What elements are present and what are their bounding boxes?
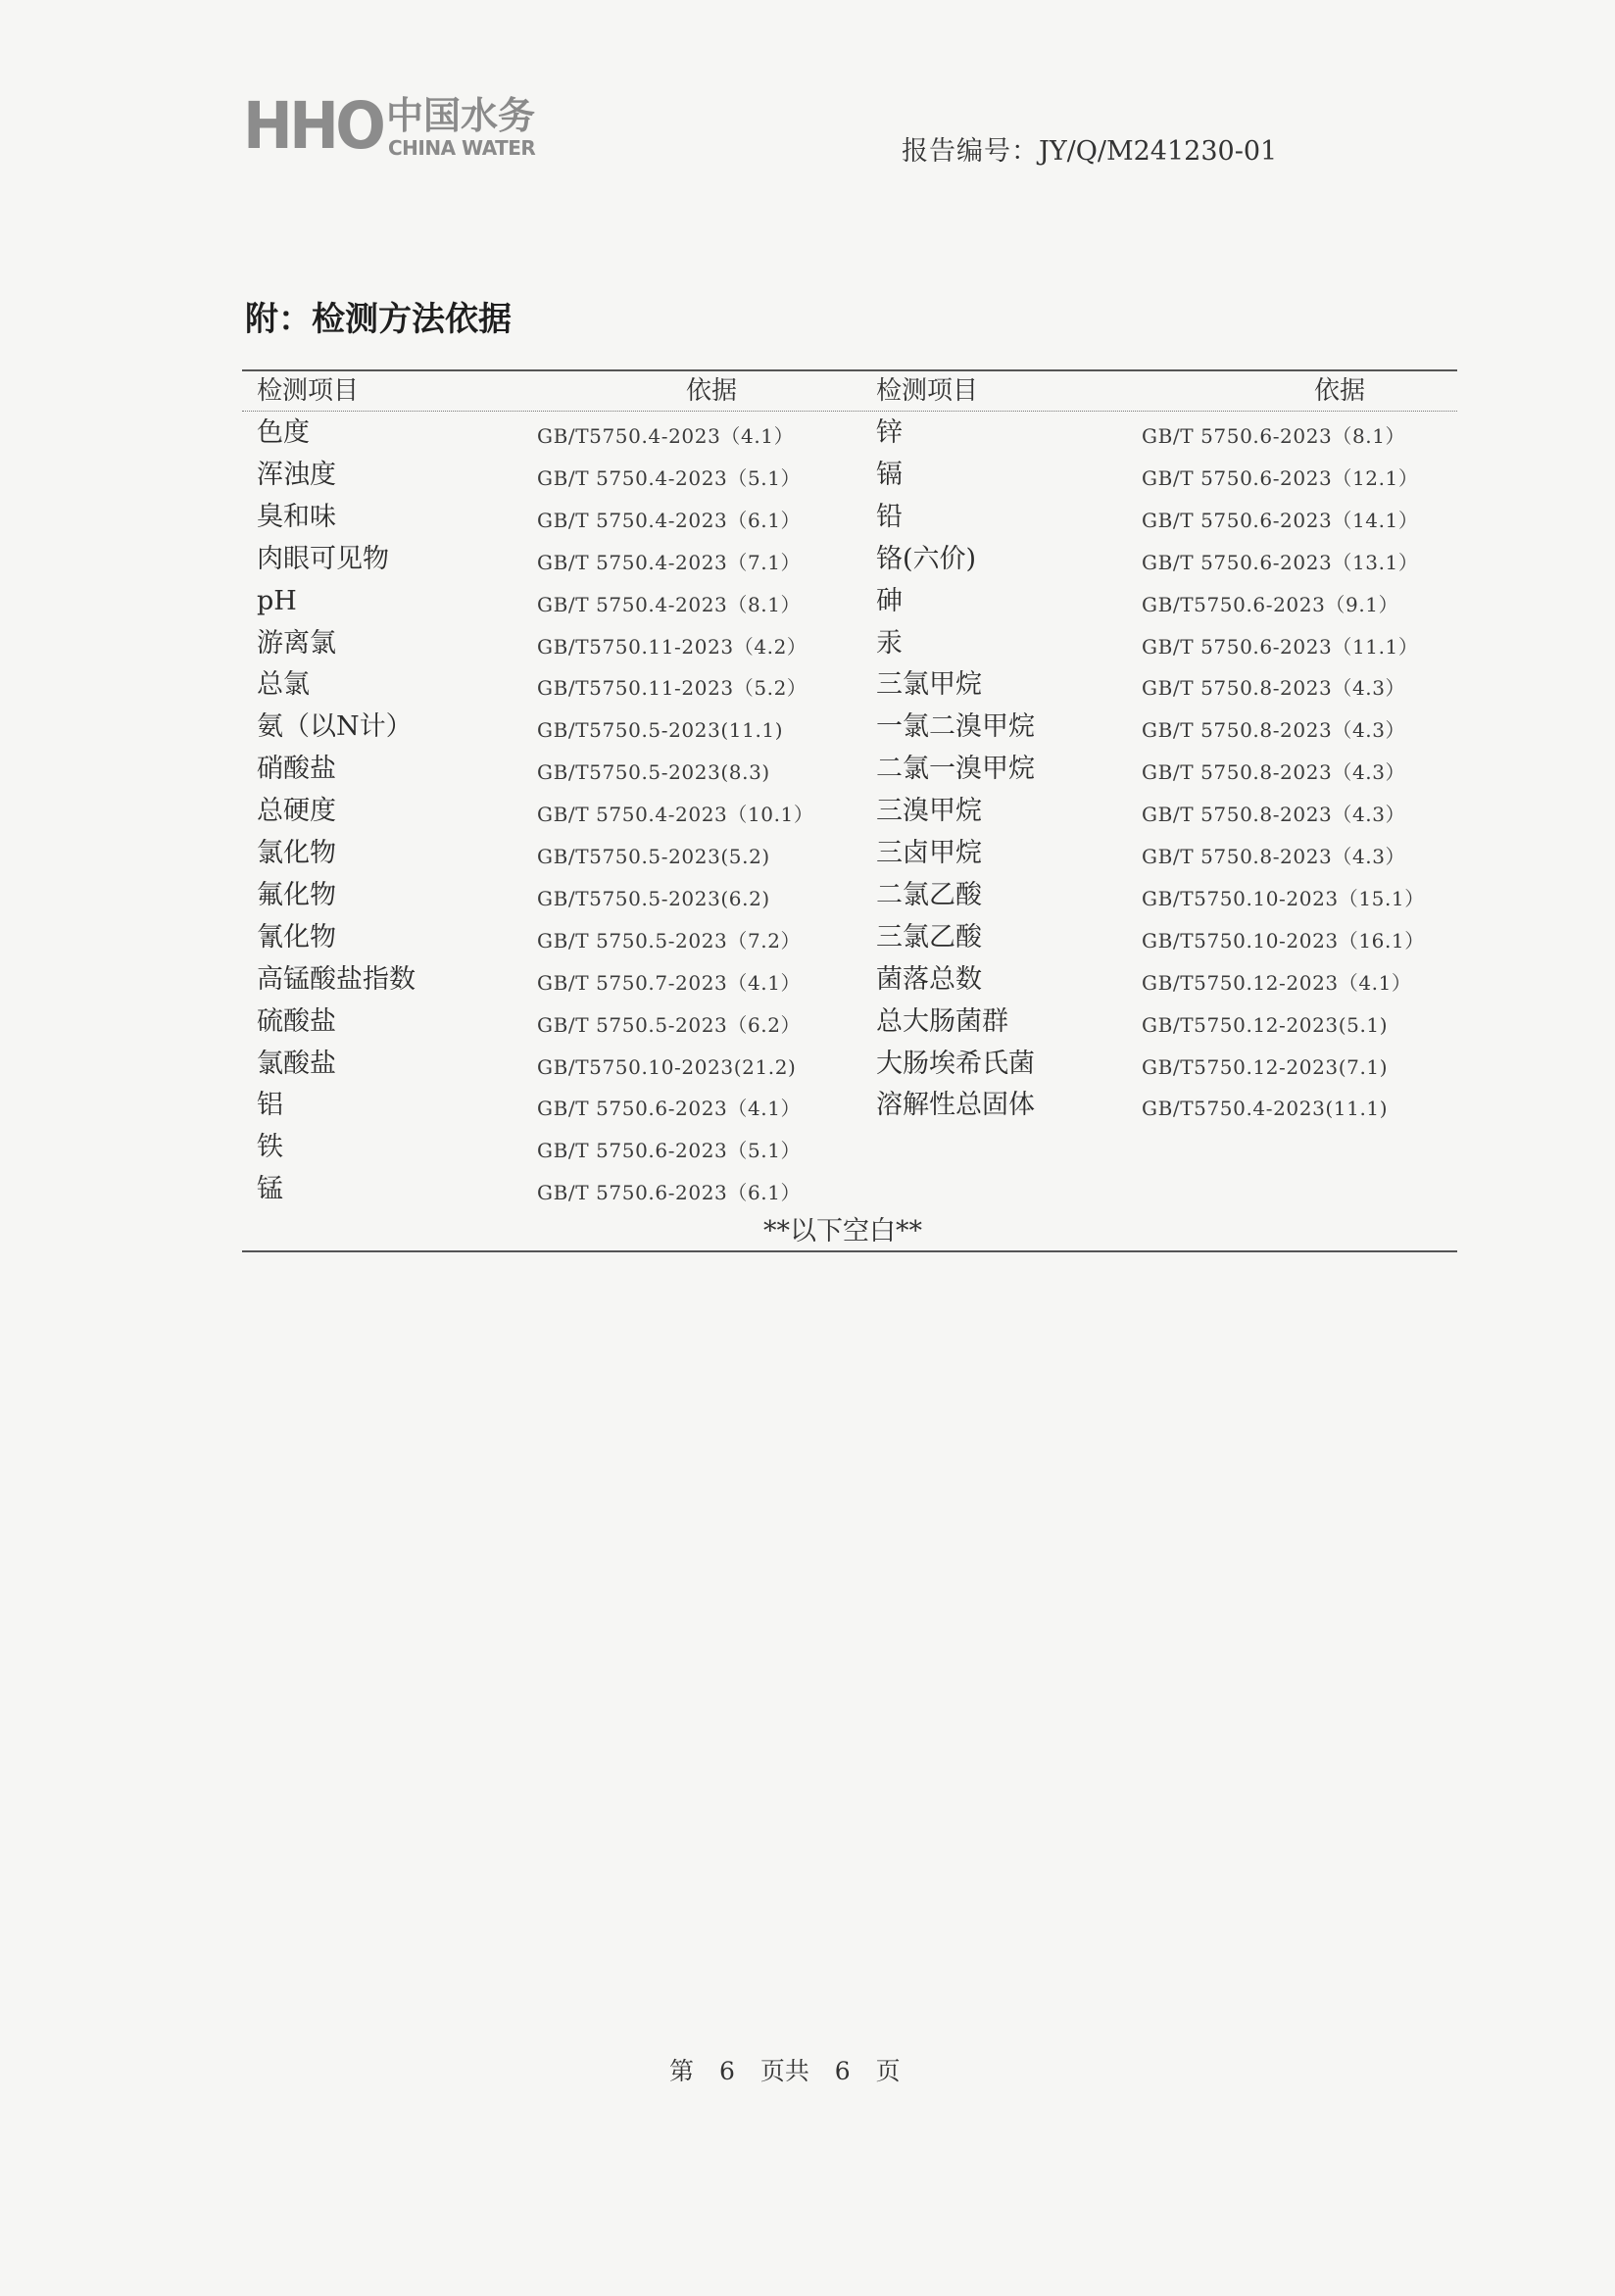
cell-method-basis: GB/T 5750.4-2023（6.1） (537, 508, 802, 532)
cell-test-item: 总硬度 (257, 796, 336, 827)
cell-method-basis: GB/T 5750.7-2023（4.1） (537, 970, 802, 995)
report-number (902, 135, 1277, 169)
cell-test-item: 硫酸盐 (257, 1005, 336, 1037)
cell-test-item: 汞 (876, 627, 903, 659)
cell-test-item: 硝酸盐 (257, 754, 336, 785)
table-row (0, 960, 1615, 1002)
cell-method-basis: GB/T 5750.4-2023（7.1） (537, 550, 802, 574)
cell-method-basis: GB/T5750.12-2023(7.1) (1142, 1054, 1389, 1079)
cell-method-basis: GB/T 5750.8-2023（4.3） (1142, 845, 1406, 868)
cell-method-basis: GB/T 5750.6-2023（4.1） (537, 1097, 802, 1121)
table-row (0, 792, 1615, 834)
table-row (0, 456, 1615, 498)
table-row (0, 708, 1615, 750)
cell-test-item: 臭和味 (257, 501, 336, 532)
table-row (0, 834, 1615, 876)
footer-ye-gong: 页共 (759, 2057, 809, 2085)
cell-test-item: 砷 (876, 585, 903, 616)
cell-method-basis: GB/T5750.5-2023(5.2) (537, 845, 770, 868)
table-row (0, 540, 1615, 582)
cell-method-basis: GB/T 5750.6-2023（8.1） (1142, 424, 1406, 448)
table-row (0, 1045, 1615, 1087)
cell-method-basis: GB/T5750.5-2023(8.3) (537, 760, 770, 785)
cell-method-basis: GB/T5750.10-2023（15.1） (1142, 886, 1425, 910)
cell-method-basis: GB/T 5750.8-2023（4.3） (1142, 760, 1406, 785)
table-header-rule (242, 411, 1457, 412)
cell-test-item: 氨（以N计） (257, 711, 413, 743)
cell-test-item: 菌落总数 (876, 963, 982, 995)
logo-chinese-name: 中国水务 (386, 94, 536, 137)
cell-test-item: 铅 (876, 501, 903, 532)
cell-test-item: 二氯一溴甲烷 (876, 754, 1035, 785)
cell-method-basis: GB/T5750.10-2023(21.2) (537, 1054, 797, 1079)
table-row (0, 1170, 1615, 1212)
logo-mark: HHO (243, 88, 383, 164)
cell-test-item: 氯化物 (257, 838, 336, 868)
table-row (0, 918, 1615, 960)
cell-test-item: 氟化物 (257, 879, 336, 910)
cell-test-item: 铝 (257, 1090, 283, 1121)
cell-method-basis: GB/T5750.12-2023(5.1) (1142, 1012, 1389, 1037)
page-title: 附：检测方法依据 (245, 300, 512, 339)
cell-method-basis: GB/T 5750.8-2023（4.3） (1142, 718, 1406, 743)
cell-method-basis: GB/T5750.4-2023(11.1) (1142, 1097, 1389, 1121)
table-row (0, 1002, 1615, 1045)
cell-test-item: 游离氯 (257, 627, 336, 659)
cell-method-basis: GB/T 5750.6-2023（5.1） (537, 1139, 802, 1163)
cell-method-basis: GB/T 5750.5-2023（6.2） (537, 1012, 802, 1037)
cell-test-item: 三氯乙酸 (876, 921, 982, 953)
cell-test-item: 锌 (876, 417, 903, 448)
footer-di: 第 (669, 2057, 695, 2085)
cell-method-basis: GB/T5750.5-2023(6.2) (537, 886, 770, 910)
cell-test-item: 锰 (257, 1174, 283, 1205)
table-row (0, 876, 1615, 918)
cell-method-basis: GB/T 5750.4-2023（8.1） (537, 592, 802, 616)
cell-test-item: 三溴甲烷 (876, 796, 982, 827)
table-bottom-rule (242, 1250, 1457, 1252)
cell-method-basis: GB/T5750.4-2023（4.1） (537, 424, 795, 448)
page-footer (669, 2056, 901, 2087)
table-row (0, 750, 1615, 792)
col-header-item-2: 检测项目 (876, 376, 979, 406)
table-top-rule (242, 369, 1457, 371)
cell-method-basis: GB/T 5750.8-2023（4.3） (1142, 803, 1406, 827)
cell-method-basis: GB/T 5750.6-2023（6.1） (537, 1181, 802, 1205)
cell-method-basis: GB/T 5750.6-2023（11.1） (1142, 634, 1419, 659)
blank-below-note: **以下空白** (763, 1216, 922, 1246)
cell-method-basis: GB/T5750.6-2023（9.1） (1142, 592, 1399, 616)
cell-test-item: 溶解性总固体 (876, 1090, 1035, 1121)
table-row (0, 498, 1615, 540)
cell-test-item: 色度 (257, 417, 310, 448)
cell-test-item: 三卤甲烷 (876, 838, 982, 868)
cell-method-basis: GB/T 5750.5-2023（7.2） (537, 928, 802, 953)
cell-method-basis: GB/T5750.11-2023（4.2） (537, 634, 808, 659)
cell-test-item: 氰化物 (257, 921, 336, 953)
cell-test-item: 镉 (876, 459, 903, 490)
cell-method-basis: GB/T 5750.6-2023（13.1） (1142, 550, 1419, 574)
report-number-label: 报告编号： (902, 136, 1039, 167)
cell-test-item: 总氯 (257, 669, 310, 701)
cell-test-item: 肉眼可见物 (257, 543, 389, 574)
cell-test-item: 氯酸盐 (257, 1048, 336, 1079)
cell-test-item: 三氯甲烷 (876, 669, 982, 701)
cell-method-basis: GB/T5750.10-2023（16.1） (1142, 928, 1425, 953)
table-row (0, 582, 1615, 624)
cell-method-basis: GB/T5750.12-2023（4.1） (1142, 970, 1412, 995)
table-row (0, 1086, 1615, 1128)
cell-test-item: 二氯乙酸 (876, 879, 982, 910)
cell-test-item: 浑浊度 (257, 459, 336, 490)
footer-ye: 页 (875, 2057, 901, 2085)
table-row (0, 624, 1615, 666)
cell-test-item: 铁 (257, 1132, 283, 1163)
col-header-basis-2: 依据 (1314, 376, 1366, 406)
cell-method-basis: GB/T 5750.6-2023（14.1） (1142, 508, 1419, 532)
cell-test-item: 总大肠菌群 (876, 1005, 1008, 1037)
col-header-item-1: 检测项目 (257, 376, 360, 406)
footer-page-number: 6 (718, 2057, 735, 2085)
cell-method-basis: GB/T 5750.4-2023（10.1） (537, 803, 814, 827)
cell-test-item: pH (257, 585, 297, 616)
cell-method-basis: GB/T 5750.8-2023（4.3） (1142, 676, 1406, 701)
table-row (0, 1128, 1615, 1170)
cell-test-item: 高锰酸盐指数 (257, 963, 416, 995)
cell-test-item: 铬(六价) (876, 543, 977, 574)
report-number-value: JY/Q/M241230-01 (1039, 136, 1278, 167)
table-row (0, 414, 1615, 456)
table-row (0, 665, 1615, 708)
col-header-basis-1: 依据 (686, 376, 738, 406)
cell-method-basis: GB/T5750.5-2023(11.1) (537, 718, 784, 743)
cell-test-item: 一氯二溴甲烷 (876, 711, 1035, 743)
cell-method-basis: GB/T5750.11-2023（5.2） (537, 676, 808, 701)
cell-method-basis: GB/T 5750.4-2023（5.1） (537, 465, 802, 490)
logo-english-name: CHINA WATER (388, 136, 536, 160)
footer-total-pages: 6 (834, 2057, 851, 2085)
cell-method-basis: GB/T 5750.6-2023（12.1） (1142, 465, 1419, 490)
cell-test-item: 大肠埃希氏菌 (876, 1048, 1035, 1079)
